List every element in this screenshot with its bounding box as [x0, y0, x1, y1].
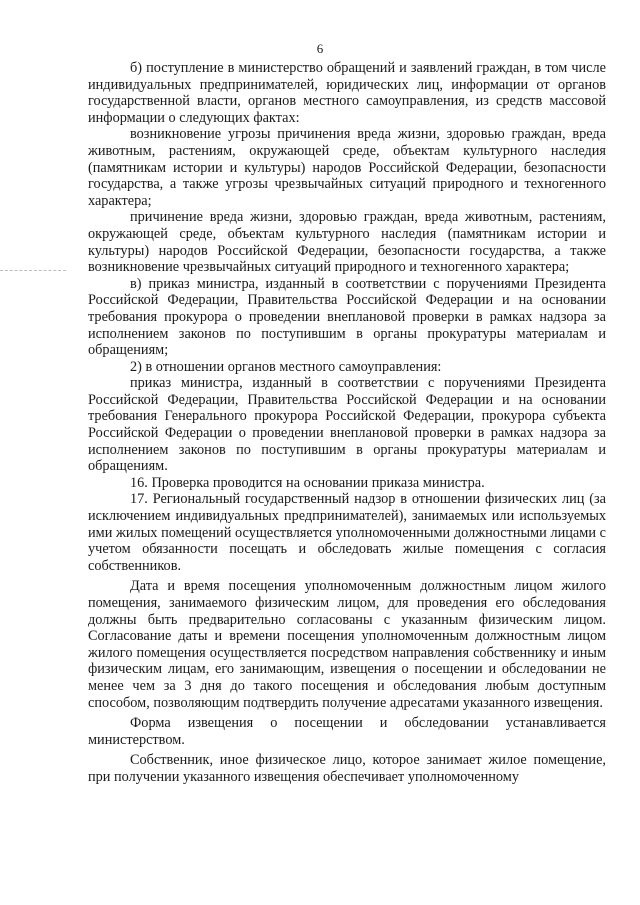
paragraph: б) поступление в министерство обращений и заявлений граждан, в том числе индивидуальных предпринимателей, юридических лиц, информации от органов государственной власти, органов местного самоуправления, из средств массовой информации о следующих фактах: — [88, 60, 606, 126]
paragraph: Форма извещения о посещении и обследовании устанавливается министерством. — [88, 715, 606, 748]
paragraph: Дата и время посещения уполномоченным должностным лицом жилого помещения, занимаемого физическим лицом, для проведения его обследования должны быть предварительно согласованы с указанным физическим лицом. Согласование даты и времени посещения уполномоченным должностным лицом жилого помещения осуществляется посредством направления собственнику и иным физическим лицам, его занимающим, извещения о посещении и обследовании не менее чем за 3 дня до такого посещения и обследования любым доступным способом, позволяющим подтвердить получение адресатами указанного извещения. — [88, 578, 606, 711]
paragraph: 2) в отношении органов местного самоуправления: — [130, 358, 442, 375]
paragraph: приказ министра, изданный в соответствии с поручениями Президента Российской Федерации, Правительства Российской Федерации и на основании требования Генерального прокурора Российской Федерации, прокурора субъекта Российской Федерации о проведении внеплановой проверки в рамках надзора за исполнением законов по поступившим в органы прокуратуры материалам и обращениям. — [88, 375, 606, 475]
page-number: 6 — [316, 41, 324, 56]
paragraph: причинение вреда жизни, здоровью граждан, вреда животным, растениям, окружающей среде, объектам культурного наследия (памятникам истории и культуры) народов Российской Федерации, безопасности государства, а также возникновение чрезвычайных ситуаций природного и техногенного характера; — [88, 209, 606, 276]
document-body — [88, 60, 606, 786]
paragraph: Собственник, иное физическое лицо, которое занимает жилое помещение, при получении указанного извещения обеспечивает уполномоченному — [88, 752, 606, 785]
paragraph: 16. Проверка проводится на основании приказа министра. — [130, 474, 485, 491]
paragraph: возникновение угрозы причинения вреда жизни, здоровью граждан, вреда животным, растениям, окружающей среде, объектам культурного наследия (памятникам истории и культуры) народов Российской Федерации, безопасности государства, а также угрозы чрезвычайных ситуаций природного и техногенного характера; — [88, 126, 606, 209]
paragraph: в) приказ министра, изданный в соответствии с поручениями Президента Российской Федерации, Правительства Российской Федерации и на основании требования прокурора о проведении внеплановой проверки в рамках надзора за исполнением законов по поступившим в органы прокуратуры материалам и обращениям; — [88, 275, 606, 359]
paragraph: 17. Региональный государственный надзор в отношении физических лиц (за исключением индивидуальных предпринимателей), занимаемых или используемых ими жилых помещений осуществляется уполномоченными должностными лицами с учетом обязанности посещать и обследовать жилые помещения с согласия собственников. — [88, 491, 606, 574]
scan-margin-mark — [0, 270, 66, 271]
